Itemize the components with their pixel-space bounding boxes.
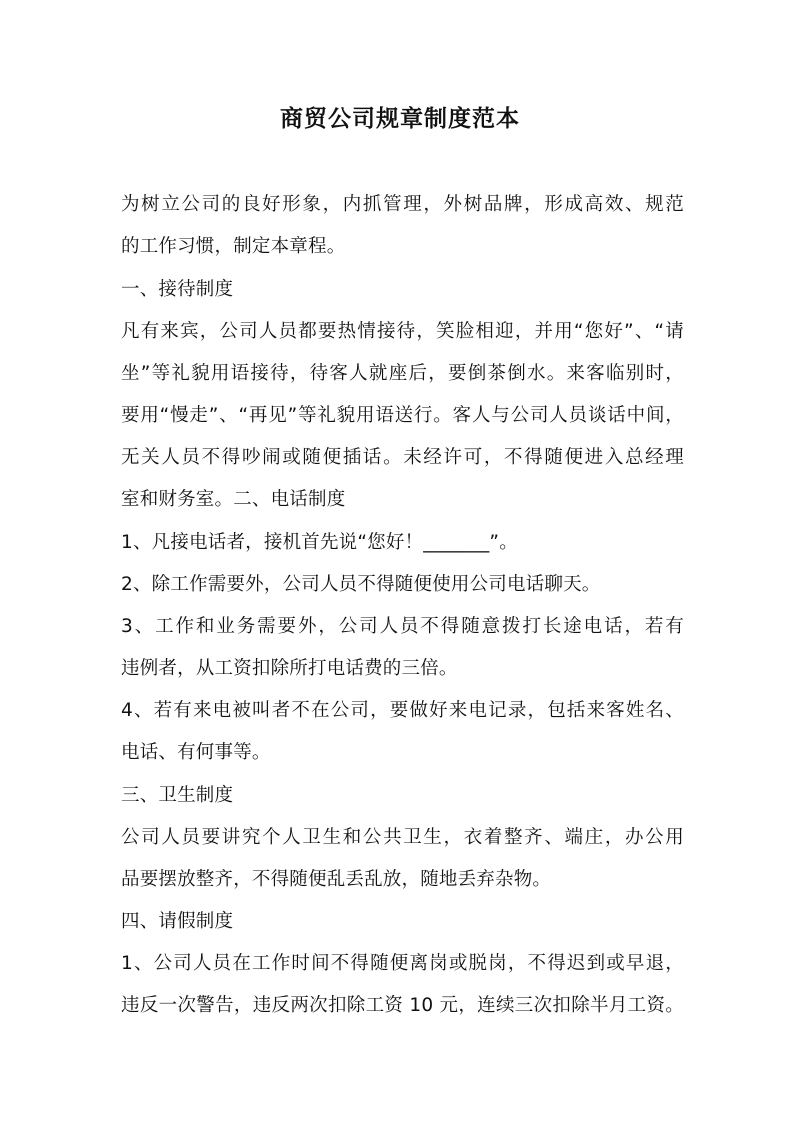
list-item: 1、凡接电话者，接机首先说“您好！_______”。 (121, 532, 518, 553)
paragraph-line: 室和财务室。二、电话制度 (121, 489, 346, 510)
paragraph-line: 电话、有何事等。 (121, 742, 271, 763)
list-item: 3、工作和业务需要外，公司人员不得随意拨打长途电话，若有 (121, 616, 684, 637)
paragraph-line: 无关人员不得吵闹或随便插话。未经许可，不得随便进入总经理 (121, 447, 684, 468)
paragraph-line: 凡有来宾，公司人员都要热情接待，笑脸相迎，并用“您好”、“请 (121, 321, 684, 342)
section-heading: 三、卫生制度 (121, 785, 234, 806)
section-heading: 一、接待制度 (121, 279, 234, 300)
list-item: 1、公司人员在工作时间不得随便离岗或脱岗，不得迟到或早退， (121, 953, 684, 974)
paragraph-line: 违例者，从工资扣除所打电话费的三倍。 (121, 658, 458, 679)
list-item: 2、除工作需要外，公司人员不得随便使用公司电话聊天。 (121, 574, 601, 595)
paragraph-line: 违反一次警告，违反两次扣除工资 10 元，连续三次扣除半月工资。 (121, 995, 684, 1016)
paragraph-line: 坐”等礼貌用语接待，待客人就座后，要倒茶倒水。来客临别时， (121, 363, 684, 384)
paragraph-line: 品要摆放整齐，不得随便乱丢乱放，随地丢弃杂物。 (121, 869, 552, 890)
paragraph-line: 要用“慢走”、“再见”等礼貌用语送行。客人与公司人员谈话中间， (121, 405, 684, 426)
page-title: 商贸公司规章制度范本 (280, 106, 520, 132)
section-heading: 四、请假制度 (121, 911, 234, 932)
paragraph-line: 为树立公司的良好形象，内抓管理，外树品牌，形成高效、规范 (121, 194, 684, 215)
paragraph-line: 的工作习惯，制定本章程。 (121, 236, 346, 257)
paragraph-line: 公司人员要讲究个人卫生和公共卫生，衣着整齐、端庄，办公用 (121, 827, 684, 848)
list-item: 4、若有来电被叫者不在公司，要做好来电记录，包括来客姓名、 (121, 700, 684, 721)
